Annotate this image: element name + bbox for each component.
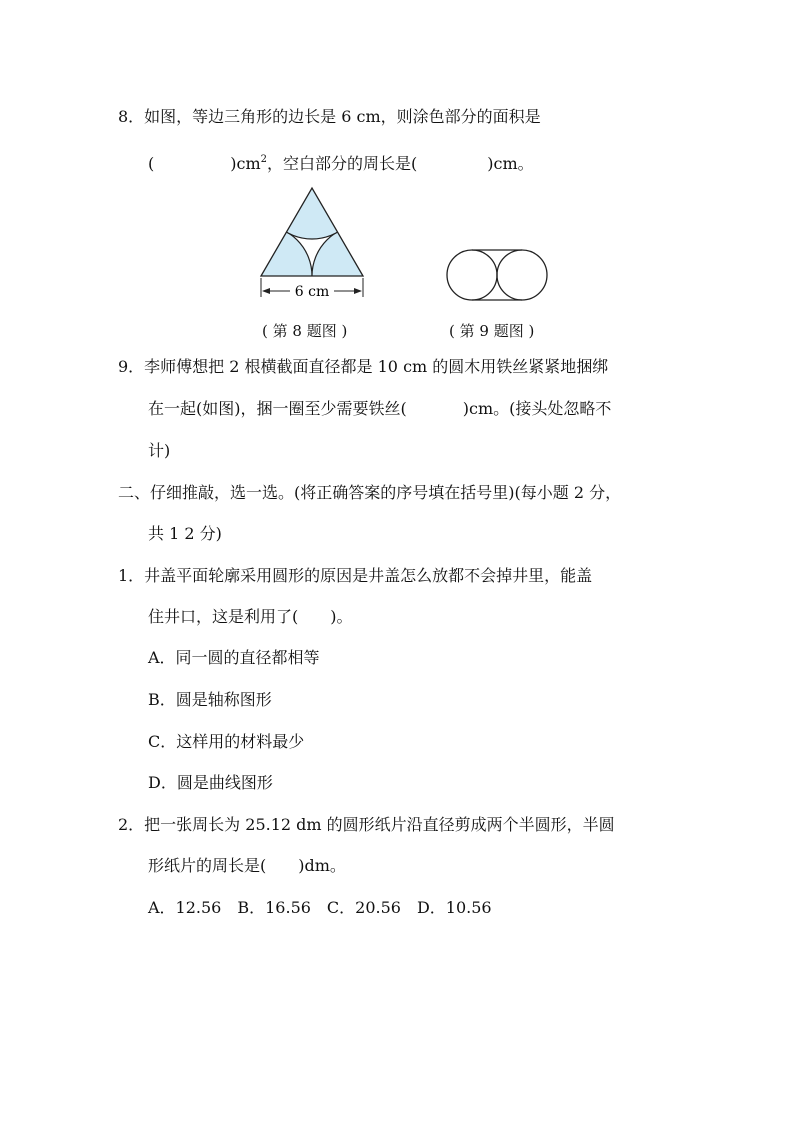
q8-figure-caption: ( 第 8 题图 ) [262,322,348,340]
section2-heading-cont: 共 1 2 分) [148,524,222,543]
c1-option-a[interactable]: A．同一圆的直径都相等 [148,648,320,667]
q9-line2-text: 在一起(如图)，捆一圈至少需要铁丝( [148,399,407,418]
q8-line2 [148,150,534,174]
q8-line1: 8．如图，等边三角形的边长是 6 cm，则涂色部分的面积是 [118,107,541,126]
dim-arrow-right-icon [354,288,362,294]
q9-line2 [148,399,611,419]
q8-end-text: )cm。 [487,154,534,173]
q8-blank-open: ( [148,154,155,173]
q9-circles-figure [440,245,556,305]
q8-dimension-label: 6 cm [294,284,330,300]
c1-line2: 住井口，这是利用了( )。 [148,607,353,626]
dim-arrow-left-icon [262,288,270,294]
c1-option-d[interactable]: D．圆是曲线图形 [148,773,273,792]
c2-line1: 2．把一张周长为 25.12 dm 的圆形纸片沿直径剪成两个半圆形，半圆 [118,815,615,834]
q8-mid-text: ，空白部分的周长是( [267,154,418,173]
c1-option-b[interactable]: B．圆是轴称图形 [148,690,272,709]
q9-figure-caption: ( 第 9 题图 ) [449,322,535,340]
q9-line3: 计) [148,441,171,460]
q8-unit-cm: )cm [230,154,261,173]
q9-line2-end: )cm。(接头处忽略不 [462,399,612,418]
c1-line1: 1．井盖平面轮廓采用圆形的原因是井盖怎么放都不会掉井里，能盖 [118,566,593,585]
q9-line1: 9．李师傅想把 2 根横截面直径都是 10 cm 的圆木用铁丝紧紧地捆绑 [118,357,609,376]
q8-unit-sup: 2 [260,154,267,165]
log-circle-left [447,250,497,300]
c1-option-c[interactable]: C．这样用的材料最少 [148,732,305,751]
c2-options[interactable]: A．12.56 B．16.56 C．20.56 D．10.56 [148,898,492,917]
c2-line2: 形纸片的周长是( )dm。 [148,856,346,875]
section2-heading: 二、仔细推敲，选一选。(将正确答案的序号填在括号里)(每小题 2 分， [118,483,622,502]
log-circle-right [497,250,547,300]
q8-triangle-figure [250,180,380,305]
